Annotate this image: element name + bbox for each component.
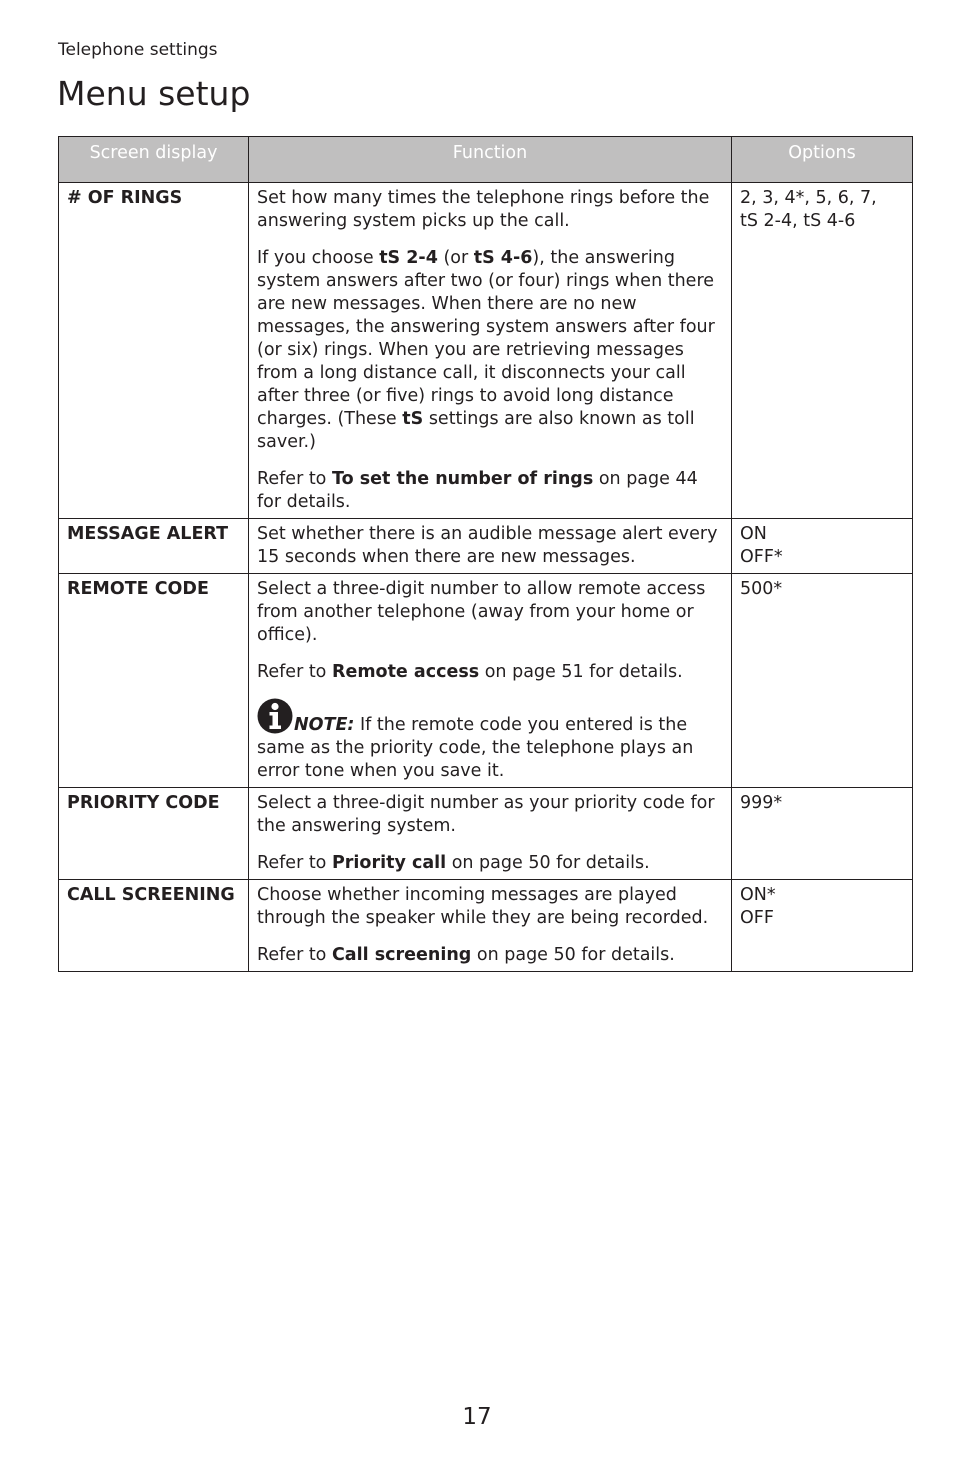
function-text: Select a three-digit number as your priority code for the answering system. <box>257 793 715 836</box>
option-value: 2, 3, 4*, 5, 6, 7, <box>740 188 877 208</box>
options-cell <box>732 183 913 519</box>
table-row <box>59 788 913 880</box>
header-options: Options <box>732 137 913 183</box>
reference-text: Refer to To set the number of rings on page 44 for details. <box>257 469 698 512</box>
page-title: Menu setup <box>57 74 251 113</box>
option-value: ON <box>740 524 767 544</box>
table-header-row <box>59 137 913 183</box>
options-cell <box>732 788 913 880</box>
section-label: Telephone settings <box>58 40 218 60</box>
function-text: If you choose tS 2-4 (or tS 4-6), the answering system answers after two (or four) rings when there are new messages. When there are no new messages, the answering system answers after four (or six) rings. When you are retrieving messages from a long distance call, it disconnects your call after three (or five) rings to avoid long distance charges. (These tS settings are also known as toll saver.) <box>257 248 715 452</box>
header-screen-display: Screen display <box>59 137 249 183</box>
function-cell <box>249 574 732 788</box>
reference-text: Refer to Remote access on page 51 for details. <box>257 662 683 682</box>
screen-display-cell: REMOTE CODE <box>59 574 249 788</box>
screen-display-cell: # OF RINGS <box>59 183 249 519</box>
screen-display-cell: MESSAGE ALERT <box>59 519 249 574</box>
page-number: 17 <box>462 1404 492 1430</box>
option-value: OFF* <box>740 547 783 567</box>
function-cell <box>249 519 732 574</box>
option-value: tS 2-4, tS 4-6 <box>740 211 856 231</box>
info-icon <box>257 698 293 734</box>
option-value: 999* <box>740 793 783 813</box>
function-cell <box>249 788 732 880</box>
function-text: Select a three-digit number to allow remote access from another telephone (away from your home or office). <box>257 579 706 645</box>
reference-text: Refer to Call screening on page 50 for details. <box>257 945 675 965</box>
table-row <box>59 574 913 788</box>
function-cell <box>249 880 732 972</box>
function-text: Choose whether incoming messages are played through the speaker while they are being recorded. <box>257 885 709 928</box>
menu-setup-table <box>58 136 913 972</box>
option-value: OFF <box>740 908 774 928</box>
options-cell <box>732 519 913 574</box>
screen-display-cell: CALL SCREENING <box>59 880 249 972</box>
option-value: 500* <box>740 579 783 599</box>
reference-text: Refer to Priority call on page 50 for details. <box>257 853 650 873</box>
table-row <box>59 880 913 972</box>
note-text: NOTE: If the remote code you entered is the same as the priority code, the telephone plays an error tone when you save it. <box>257 698 723 783</box>
options-cell <box>732 880 913 972</box>
function-text: Set how many times the telephone rings before the answering system picks up the call. <box>257 188 710 231</box>
header-function: Function <box>249 137 732 183</box>
function-text: Set whether there is an audible message alert every 15 seconds when there are new messages. <box>257 524 718 567</box>
table-row <box>59 519 913 574</box>
table-row <box>59 183 913 519</box>
function-cell <box>249 183 732 519</box>
options-cell <box>732 574 913 788</box>
screen-display-cell: PRIORITY CODE <box>59 788 249 880</box>
option-value: ON* <box>740 885 776 905</box>
